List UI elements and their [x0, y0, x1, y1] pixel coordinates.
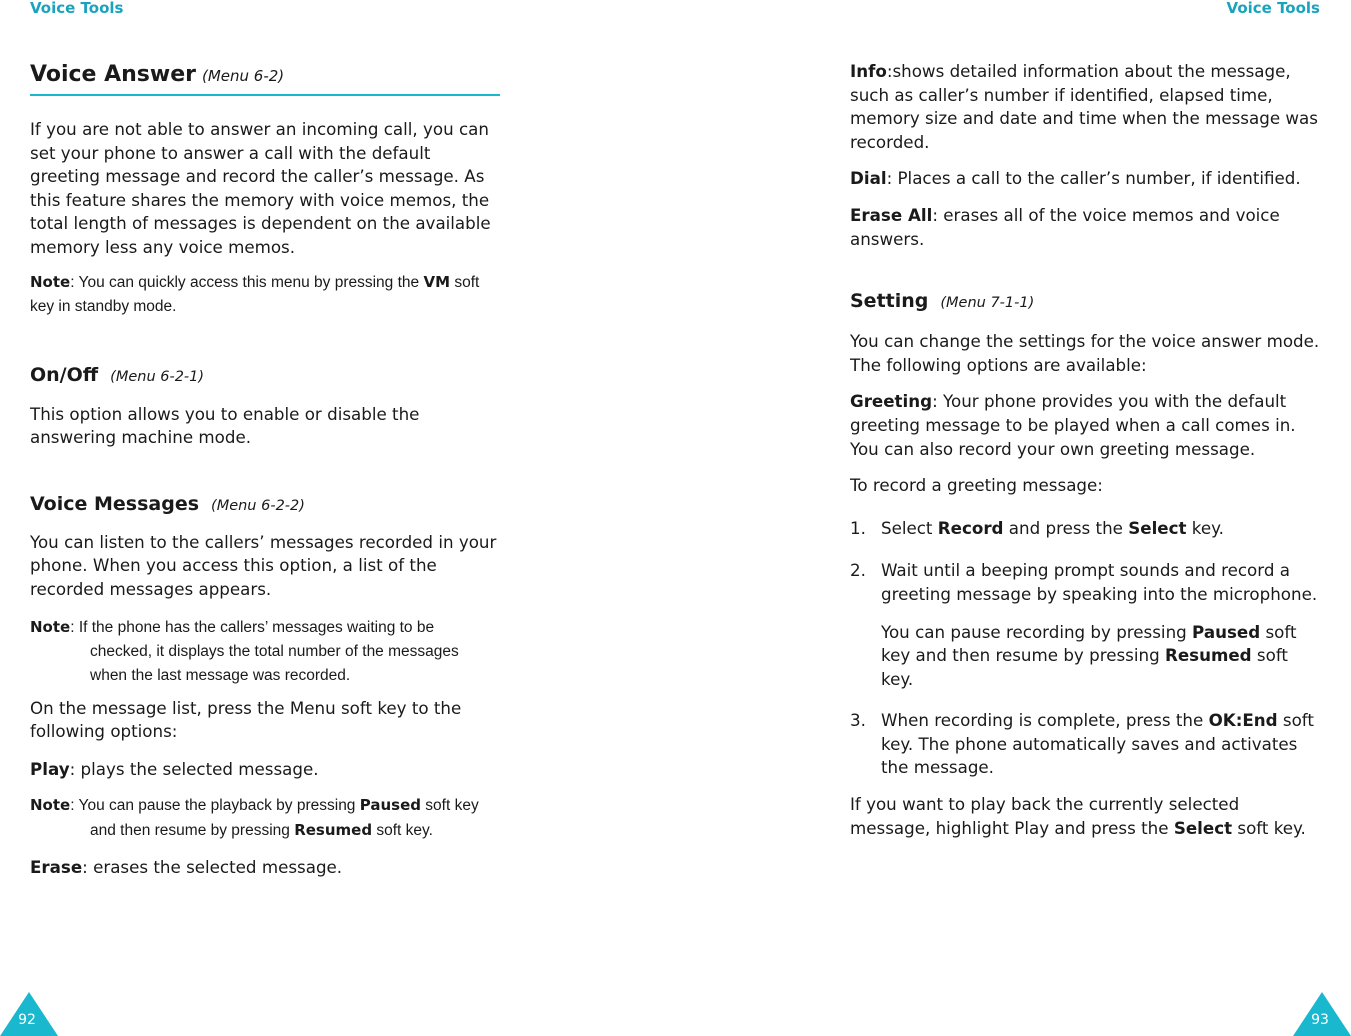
note: Note: If the phone has the callers’ messages waiting to be checked, it displays the total number of the messages when the last message was recorded.	[30, 617, 459, 684]
running-head: Voice Tools	[1226, 0, 1320, 17]
list-item: 1. Select Record and press the Select key.	[850, 517, 1322, 541]
subsection-title: Voice Messages (Menu 6-2-2)	[30, 492, 305, 515]
paragraph: On the message list, press the Menu soft key to the following options:	[30, 697, 462, 742]
subsection-title: On/Off (Menu 6-2-1)	[30, 363, 205, 386]
right-page	[676, 0, 1351, 1036]
list-number: 1.	[850, 517, 866, 538]
option-erase-all: Erase All: erases all of the voice memos and voice answers.	[850, 204, 1280, 249]
list-number: 2.	[850, 560, 866, 581]
paragraph: You can listen to the callers’ messages recorded in your phone. When you access this option, a list of the recorded messages appears.	[30, 531, 497, 599]
option-play: Play: plays the selected message.	[30, 758, 319, 779]
paragraph: This option allows you to enable or disable the answering machine mode.	[30, 403, 420, 448]
note: Note: You can quickly access this menu by pressing the VM soft key in standby mode.	[30, 272, 480, 315]
right-column	[850, 60, 1322, 840]
subsection-title: Setting (Menu 7-1-1)	[850, 290, 1035, 313]
running-head: Voice Tools	[30, 0, 124, 17]
option-dial: Dial: Places a call to the caller’s number, if identified.	[850, 168, 1301, 189]
title-text: Voice Answer	[30, 62, 196, 87]
paragraph: If you want to play back the currently selected message, highlight Play and press the Select soft key.	[850, 794, 1306, 838]
left-page	[0, 0, 675, 1036]
section-title	[30, 60, 500, 96]
paragraph: To record a greeting message:	[850, 475, 1103, 496]
page-number: 92	[18, 1012, 36, 1028]
list-item: 2. Wait until a beeping prompt sounds and record a greeting message by speaking into the microphone. You can pause recording by pressing Paused soft key and then resume by pressing Resumed soft key.	[850, 559, 1322, 691]
option-greeting: Greeting: Your phone provides you with the default greeting message to be played when a call comes in. You can also record your own greeting message.	[850, 391, 1296, 459]
menu-ref: (Menu 6-2)	[201, 67, 285, 85]
note: Note: You can pause the playback by pressing Paused soft key and then resume by pressing Resumed soft key.	[30, 796, 479, 840]
list-number: 3.	[850, 710, 866, 731]
list-item: 3. When recording is complete, press the OK:End soft key. The phone automatically saves and activates the message.	[850, 710, 1314, 778]
paragraph: You can change the settings for the voice answer mode. The following options are available:	[850, 331, 1320, 375]
list-subparagraph: You can pause recording by pressing Paused soft key and then resume by pressing Resumed soft key.	[881, 621, 1297, 689]
page-number: 93	[1311, 1012, 1329, 1028]
option-info: Info:shows detailed information about the message, such as caller’s number if identified, elapsed time, memory size and date and time when the message was recorded.	[850, 61, 1318, 152]
option-erase: Erase: erases the selected message.	[30, 857, 343, 878]
left-column	[30, 60, 500, 880]
intro-paragraph: If you are not able to answer an incoming call, you can set your phone to answer a call with the default greeting message and record the caller’s message. As this feature shares the memory with voice memos, the total length of messages is dependent on the available memory less any voice memos.	[30, 119, 491, 257]
